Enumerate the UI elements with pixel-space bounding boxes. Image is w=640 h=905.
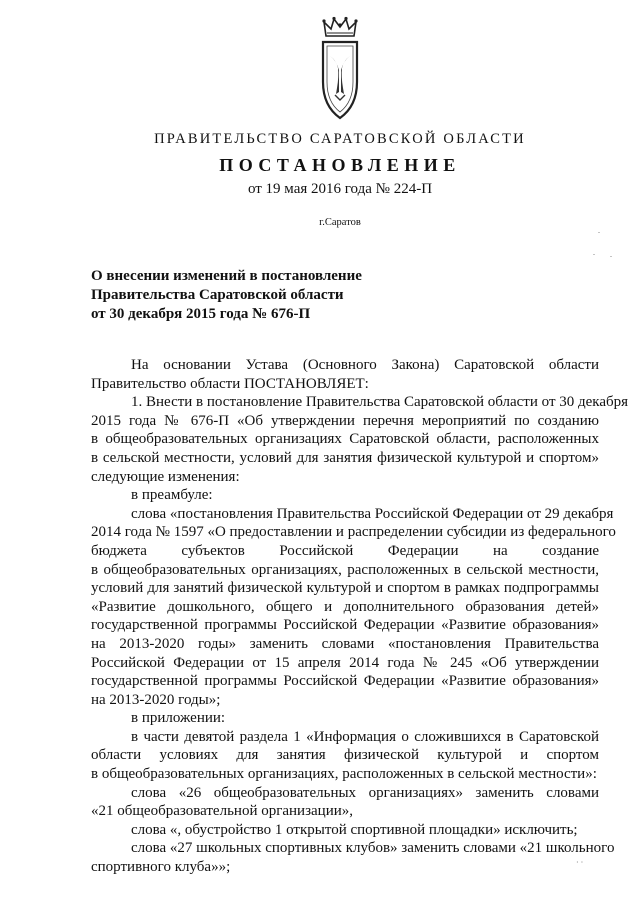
body-line: в части девятой раздела 1 «Информация о сложившихся в Саратовской xyxy=(131,728,599,745)
scan-mark: . xyxy=(598,226,600,235)
body-line: бюджета субъектов Российской Федерации на создание xyxy=(91,542,599,559)
body-line: государственной программы Российской Федерации «Развитие образования» xyxy=(91,617,599,634)
body-line: следующие изменения: xyxy=(91,468,240,485)
body-line: слова «, обустройство 1 открытой спортивной площадки» исключить; xyxy=(131,821,578,838)
body-line: на 2013-2020 годы»; xyxy=(91,691,221,708)
body-line: На основании Устава (Основного Закона) Саратовской области xyxy=(131,357,599,373)
body-line: в общеобразовательных организациях, расположенных в сельской местности, xyxy=(91,561,599,578)
body-line: Российской Федерации от 15 апреля 2014 года № 245 «Об утверждении xyxy=(91,654,599,671)
document-title xyxy=(91,267,362,324)
body-line: «Развитие дошкольного, общего и дополнительного образования детей» xyxy=(91,598,599,615)
body-line: на 2013-2020 годы» заменить словами «постановления Правительства xyxy=(91,635,599,652)
body-line: спортивного клуба»»; xyxy=(91,859,231,876)
document-type: ПОСТАНОВЛЕНИЕ xyxy=(219,155,461,175)
body-line: Правительство области ПОСТАНОВЛЯЕТ: xyxy=(91,375,369,392)
document-body xyxy=(91,356,629,877)
body-line: в общеобразовательных организациях, расположенных в сельской местности»: xyxy=(91,766,597,783)
body-line: 2015 года № 676-П «Об утверждении перечня мероприятий по созданию xyxy=(91,412,599,429)
body-line: государственной программы Российской Федерации «Развитие образования» xyxy=(91,673,599,690)
body-line: 2014 года № 1597 «О предоставлении и распределении субсидии из федерального xyxy=(91,524,616,541)
saratov-coat-of-arms-emblem xyxy=(318,16,362,120)
body-line: в приложении: xyxy=(131,710,226,727)
title-line: от 30 декабря 2015 года № 676-П xyxy=(91,306,311,322)
body-line: в сельской местности, условий для занятия физической культурой и спортом» xyxy=(91,449,599,466)
body-line: в общеобразовательных организациях Саратовской области, расположенных xyxy=(91,431,599,448)
body-line: слова «26 общеобразовательных организациях» заменить словами xyxy=(131,784,599,801)
body-line: слова «27 школьных спортивных клубов» заменить словами «21 школьного xyxy=(131,840,615,857)
body-line: слова «постановления Правительства Российской Федерации от 29 декабря xyxy=(131,505,614,522)
document-city: г.Саратов xyxy=(319,217,361,228)
title-line: Правительства Саратовской области xyxy=(91,287,344,303)
scan-mark: . xyxy=(593,248,595,257)
scan-mark: . xyxy=(610,250,612,259)
document-date-number: от 19 мая 2016 года № 224-П xyxy=(247,181,433,197)
body-line: в преамбуле: xyxy=(131,487,213,504)
body-line: области условиях для занятия физической культурой и спортом xyxy=(91,747,599,764)
title-line: О внесении изменений в постановление xyxy=(91,268,362,284)
scan-mark: · · xyxy=(576,858,584,867)
government-name: ПРАВИТЕЛЬСТВО САРАТОВСКОЙ ОБЛАСТИ xyxy=(154,131,526,147)
body-line: 1. Внести в постановление Правительства Саратовской области от 30 декабря xyxy=(131,394,629,411)
body-line: «21 общеобразовательной организации», xyxy=(91,803,353,820)
body-line: условий для занятий физической культурой и спортом в рамках подпрограммы xyxy=(91,580,599,597)
